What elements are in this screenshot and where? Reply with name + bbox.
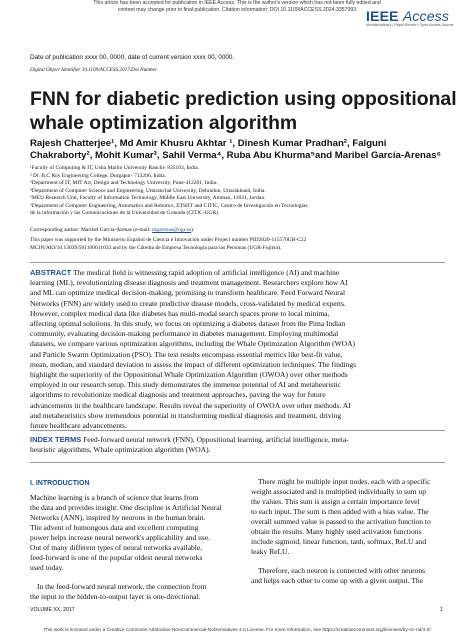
left-paragraph-1-line: used today. — [30, 563, 64, 572]
license-notice: This work is licensed under a Creative Commons Attribution-NonCommercial-NoDerivatives 4.0 License. For more information, see https://creativecommons.org/licenses/by-nc-nd/4.0/ — [43, 628, 431, 633]
journal-logo — [366, 8, 461, 27]
author-email-link[interactable]: mgarenas@ugr.es — [152, 227, 192, 233]
paper-title — [30, 87, 457, 135]
author-line: Rajesh Chatterjee¹, Md Amir Khusru Akhtar ¹, Dinesh Kumar Pradhan², Falguni — [30, 138, 387, 149]
index-terms-line: heuristic algorithms, Whale optimization algorithm (WOA). — [30, 445, 211, 455]
right-paragraph-1-line: the values. This sum is assign a certain importance level — [251, 497, 420, 506]
abstract-line: advancements in the healthcare landscape. Results reveal the superiority of OWOA over other methods. AI — [30, 400, 351, 410]
notice-line-2: content may change prior to final publication. Citation information: DOI 10.1109/ACCESS.2024.3357993 — [117, 6, 357, 13]
abstract-line: and ML can optimize medical decision-making, promising to transform healthcare. Feed Forward Neural — [30, 288, 346, 298]
left-paragraph-1-line: power helps increase neural network's applicability and use. — [30, 533, 211, 542]
paragraph-gap — [251, 557, 451, 566]
logo-wordmark: IEEE Access — [366, 8, 450, 24]
corresponding-author: Corresponding author: Maribel Garcia-Arenas (e-mail: mgarenas@ugr.es). — [30, 227, 195, 233]
abstract-line: affecting optimal solutions. In this study, we focus on optimizing a diabetes dataset from the Pima Indian — [30, 319, 346, 329]
right-paragraph-1-line: There might be multiple input nodes, each with a specific — [258, 477, 431, 486]
right-paragraph-1-line: leaky ReLU. — [251, 547, 290, 556]
affiliation-line: ⁴Department of Computer Science and Engineering, Uttaranchal University, Dehradun, Uttarakhand, India. — [30, 187, 266, 194]
abstract-line: datasets, we compare various optimization algorithms, including the Whale Optimization Algorithm (WOA) — [30, 339, 355, 349]
index-first-line: INDEX TERMS Feed-forward neural network (FNN), Oppositional learning, artificial intelligence, meta- — [30, 435, 349, 444]
right-column — [251, 477, 451, 586]
abstract-first-line: ABSTRACT The medical field is witnessing rapid adoption of artificial intelligence (AI) and machine — [30, 268, 340, 277]
right-paragraph-1-line: include sigmoid, linear function, tanh, softmax, ReLU and — [251, 537, 427, 546]
left-paragraph-2-line: the input to the hidden-to-output layer is one-directional. — [30, 592, 201, 601]
abstract-line: However, complex medical data like diabetes has multi-modal search spaces prone to local minima, — [30, 308, 330, 318]
logo-tagline: Multidisciplinary | Rapid Review | Open Access Journal — [366, 23, 454, 27]
abstract-line: employed in our research setup. This study demonstrates the immense potential of AI and metaheuristic — [30, 380, 341, 390]
divider-top — [30, 262, 445, 263]
affiliation-line: ⁶Department of Computer Engineering, Automatics and Robotics, ETSIIT and CITIC, Centro de Investigación en Tecnologías — [30, 202, 308, 209]
author-list — [30, 138, 450, 162]
abstract-line: highlight the superiority of the Oppositional Whale Optimization Algorithm (OWOA) over other methods — [30, 370, 348, 380]
affiliations — [30, 165, 450, 218]
left-paragraph-1-line: Machine learning is a branch of science that learns from — [30, 493, 199, 502]
left-paragraph-1-line: feed-forward is one of the popular oldest neural networks — [30, 553, 203, 562]
affiliation-line: ³Department of IT, MIT Art, Design and Technology University, Pune-412201, India. — [30, 180, 218, 186]
funding-line: This paper was supported by the Ministerio Español de Ciencia e Innovación under Project number PID2020-115570GB-C22 — [30, 237, 307, 243]
affiliation-line: de la información y las Comunicaciones de la Universidad de Granada (CITIC-UGR). — [30, 210, 220, 216]
abstract — [30, 268, 445, 431]
funding-line: MCIN/AEI/10.13039/501100011033 and by the Cátedra de Empresa Tecnología para las Personas (UGR-Fujitsu). — [30, 244, 282, 251]
right-paragraph-1-line: overall summed value is passed to the activation function to — [251, 517, 431, 526]
title-line: FNN for diabetic prediction using oppositional — [30, 88, 457, 110]
right-paragraph-2-line: Therefore, each neuron is connected with other neurons — [258, 566, 426, 575]
funding-note — [30, 237, 450, 252]
page-number: 1 — [440, 607, 443, 613]
left-paragraph-1-line: The advent of humongous data and excellent computing — [30, 523, 199, 532]
left-paragraph-1-line: Networks (ANN), inspired by neurons in the human brain. — [30, 513, 206, 522]
abstract-label: ABSTRACT — [30, 268, 72, 277]
volume-label: VOLUME XX, 2017 — [30, 607, 75, 613]
affiliation-line: ¹Faculty of Computing & IT, Usha Martin University Ranchi- 835103, India. — [30, 165, 200, 171]
abstract-line: Networks (FNN) are widely used to create predictive disease models, cross-validated by medical experts. — [30, 298, 346, 308]
affiliation-line: ⁵MEU Research Unit, Faculty of Information Technology, Middle East University, Amman, 11831, Jordan. — [30, 195, 266, 201]
affiliation-line: ² Dr. B.C Roy Engineering College, Durgapur- 713206, India. — [30, 172, 167, 179]
right-paragraph-1-line: weight associated and is multiplied individually to sum up — [251, 487, 426, 496]
divider-bottom — [30, 462, 445, 463]
abstract-line: community, evaluating decision-making performance in diabetes management. Employing multimodal — [30, 329, 339, 339]
abstract-line: future healthcare advancements. — [30, 421, 127, 431]
abstract-line: learning (ML), revolutionizing disease diagnosis and treatment management. Researchers explore how AI — [30, 278, 348, 288]
right-paragraph-2-line: and helps each other to come up with a given output. The — [251, 576, 423, 585]
abstract-line: algorithms to revolutionize medical diagnosis and treatment approaches, paving the way for future — [30, 390, 326, 400]
doi-line: Digital Object Identifier 10.1109/ACCESS.2017.Doi Number — [30, 67, 157, 73]
left-column — [30, 493, 230, 602]
abstract-line: and Particle Swarm Optimization (PSO). The test results encompass essential metrics like best-fit value, — [30, 349, 343, 359]
publication-date: Date of publication xxxx 00, 0000, date of current version xxxx 00, 0000. — [30, 54, 235, 61]
right-paragraph-1-line: obtain the results. Many highly used activation functions — [251, 527, 422, 536]
left-paragraph-1-line: Out of many different types of neural networks available, — [30, 543, 203, 552]
abstract-line: mean, median, and standard deviation to assess the impact of different optimization techniques. The findings — [30, 359, 357, 369]
divider-mid — [30, 430, 445, 431]
left-paragraph-1-line: the data and provides insight. One discipline is Artificial Neural — [30, 503, 222, 512]
left-paragraph-2-line: In the feed-forward neural network, the connection from — [37, 582, 207, 591]
notice-line-1: This article has been accepted for publication in IEEE Access. This is the author's version which has not been fully edited and — [93, 0, 381, 6]
index-terms-label: INDEX TERMS — [30, 435, 82, 444]
right-paragraph-1-line: to each input. The sum is then added with a bias value. The — [251, 507, 429, 516]
paragraph-gap — [30, 573, 230, 582]
abstract-line: and metaheuristics show tremendous potential in transforming medical diagnosis and treatment, driving — [30, 410, 342, 420]
section-heading: I. INTRODUCTION — [30, 480, 90, 487]
title-line: whale optimization algorithm — [30, 112, 298, 134]
index-terms — [30, 435, 445, 455]
author-line: Chakraborty², Mohit Kumar³, Sahil Verma⁴, Ruba Abu Khurma⁵and Maribel García-Arenas⁶ — [30, 150, 442, 161]
